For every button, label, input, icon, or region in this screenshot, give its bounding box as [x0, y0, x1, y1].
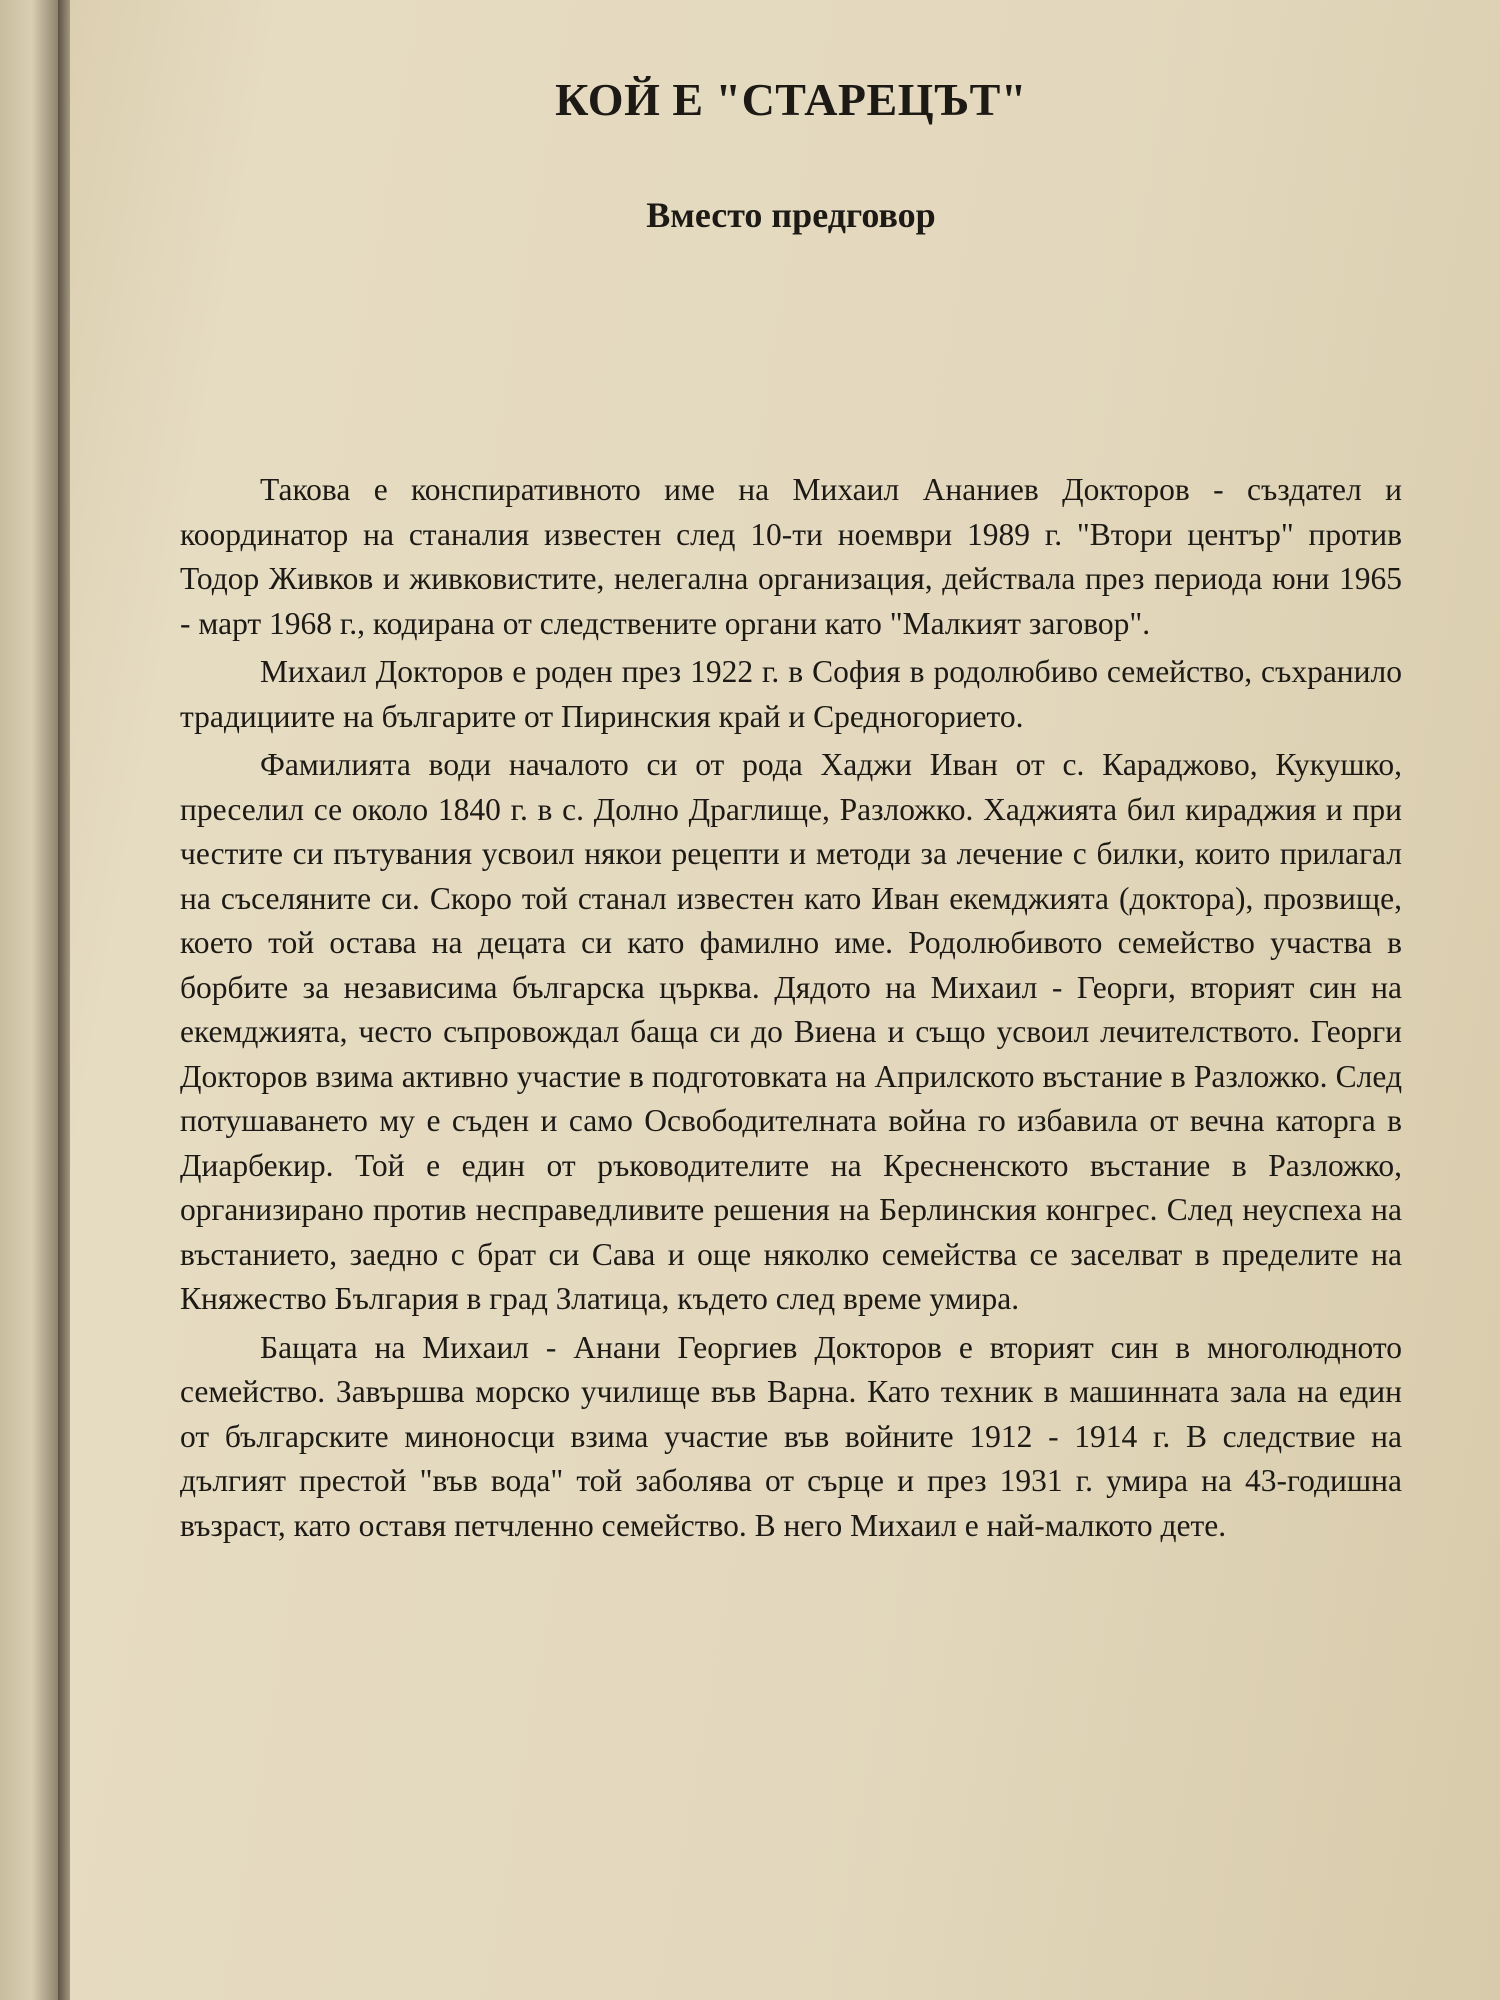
book-page [70, 0, 1500, 2000]
paragraph: Фамилията води началото си от рода Хаджи Иван от с. Караджово, Кукушко, преселил се около 1840 г. в с. Долно Драглище, Разложко. Хаджията бил кираджия и при честите си пътувания усвоил някои рецепти и методи за лечение с билки, които прилагал на съселяните си. Скоро той станал известен като Иван екемджията (доктора), прозвище, което той остава на децата си като фамилно име. Родолюбивото семейство участва в борбите за независима българска църква. Дядото на Михаил - Георги, вторият син на екемджията, често съпровождал баща си до Виена и също усвоил лечителството. Георги Докторов взима активно участие в подготовката на Априлското въстание в Разложко. След потушаването му е съден и само Освободителната война го избавила от вечна каторга в Диарбекир. Той е един от ръководителите на Кресненското въстание в Разложко, организирано против несправедливите решения на Берлинския конгрес. След неуспеха на въстанието, заедно с брат си Сава и още няколко семейства се заселват в пределите на Княжество България в град Златица, където след време умира. [180, 747, 1402, 1316]
paragraph: Михаил Докторов е роден през 1922 г. в София в родолюбиво семейство, съхранило традициите на българите от Пиринския край и Средногорието. [180, 654, 1402, 734]
page-title: КОЙ Е "СТАРЕЦЪТ" [555, 74, 1027, 125]
page-content [180, 60, 1402, 1548]
adjacent-page-edge [0, 0, 58, 2000]
body-text [180, 468, 1402, 1548]
book-spine-shadow [58, 0, 70, 2000]
paragraph: Бащата на Михаил - Анани Георгиев Докторов е вторият син в многолюдното семейство. Завършва морско училище във Варна. Като техник в машинната зала на един от българските миноносци взима участие във войните 1912 - 1914 г. В следствие на дългият престой "във вода" той заболява от сърце и през 1931 г. умира на 43-годишна възраст, като оставя петчленно семейство. В него Михаил е най-малкото дете. [180, 1329, 1402, 1543]
page-subtitle: Вместо предговор [646, 195, 936, 235]
paragraph: Такова е конспиративното име на Михаил Ананиев Докторов - създател и координатор на станалия известен след 10-ти ноември 1989 г. "Втори център" против Тодор Живков и живковистите, нелегална организация, действала през периода юни 1965 - март 1968 г., кодирана от следствените органи като "Малкият заговор". [180, 472, 1402, 641]
